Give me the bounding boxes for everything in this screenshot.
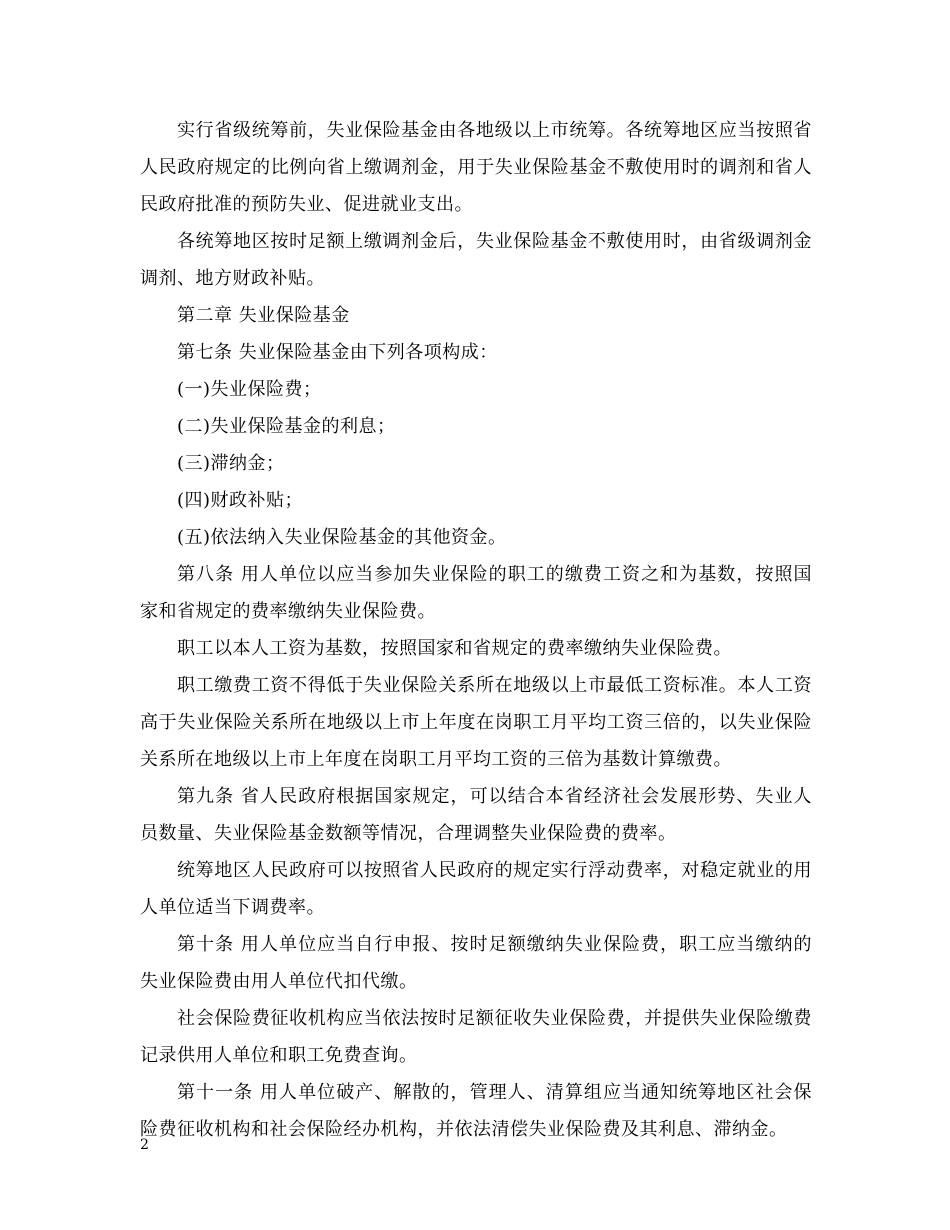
paragraph: 统筹地区人民政府可以按照省人民政府的规定实行浮动费率，对稳定就业的用人单位适当下调费率。 [140, 860, 812, 918]
list-item: (三)滞纳金； [177, 453, 285, 474]
list-item: (一)失业保险费； [177, 379, 322, 400]
paragraph: 第八条 用人单位以应当参加失业保险的职工的缴费工资之和为基数，按照国家和省规定的费率缴纳失业保险费。 [140, 564, 812, 622]
chapter-heading: 第二章 失业保险基金 [177, 305, 350, 326]
paragraph: 职工以本人工资为基数，按照国家和省规定的费率缴纳失业保险费。 [177, 638, 732, 659]
paragraph: 第十条 用人单位应当自行申报、按时足额缴纳失业保险费，职工应当缴纳的失业保险费由用人单位代扣代缴。 [140, 934, 812, 992]
list-item: (五)依法纳入失业保险基金的其他资金。 [177, 527, 507, 548]
article-heading: 第七条 失业保险基金由下列各项构成： [177, 342, 498, 363]
list-item: (四)财政补贴； [177, 490, 304, 511]
paragraph: 社会保险费征收机构应当依法按时足额征收失业保险费，并提供失业保险缴费记录供用人单位和职工免费查询。 [140, 1008, 812, 1066]
paragraph: 职工缴费工资不得低于失业保险关系所在地级以上市最低工资标准。本人工资高于失业保险关系所在地级以上市上年度在岗职工月平均工资三倍的，以失业保险关系所在地级以上市上年度在岗职工月平均工资的三倍为基数计算缴费。 [140, 675, 812, 770]
page-number: 2 [140, 1137, 149, 1153]
paragraph: 第十一条 用人单位破产、解散的，管理人、清算组应当通知统筹地区社会保险费征收机构和社会保险经办机构，并依法清偿失业保险费及其利息、滞纳金。 [140, 1082, 812, 1140]
paragraph: 各统筹地区按时足额上缴调剂金后，失业保险基金不敷使用时，由省级调剂金调剂、地方财政补贴。 [140, 231, 812, 289]
list-item: (二)失业保险基金的利息； [177, 416, 396, 437]
paragraph: 第九条 省人民政府根据国家规定，可以结合本省经济社会发展形势、失业人员数量、失业保险基金数额等情况，合理调整失业保险费的费率。 [140, 786, 812, 844]
paragraph: 实行省级统筹前，失业保险基金由各地级以上市统筹。各统筹地区应当按照省人民政府规定的比例向省上缴调剂金，用于失业保险基金不敷使用时的调剂和省人民政府批准的预防失业、促进就业支出。 [140, 120, 812, 215]
document-body [140, 112, 812, 1148]
